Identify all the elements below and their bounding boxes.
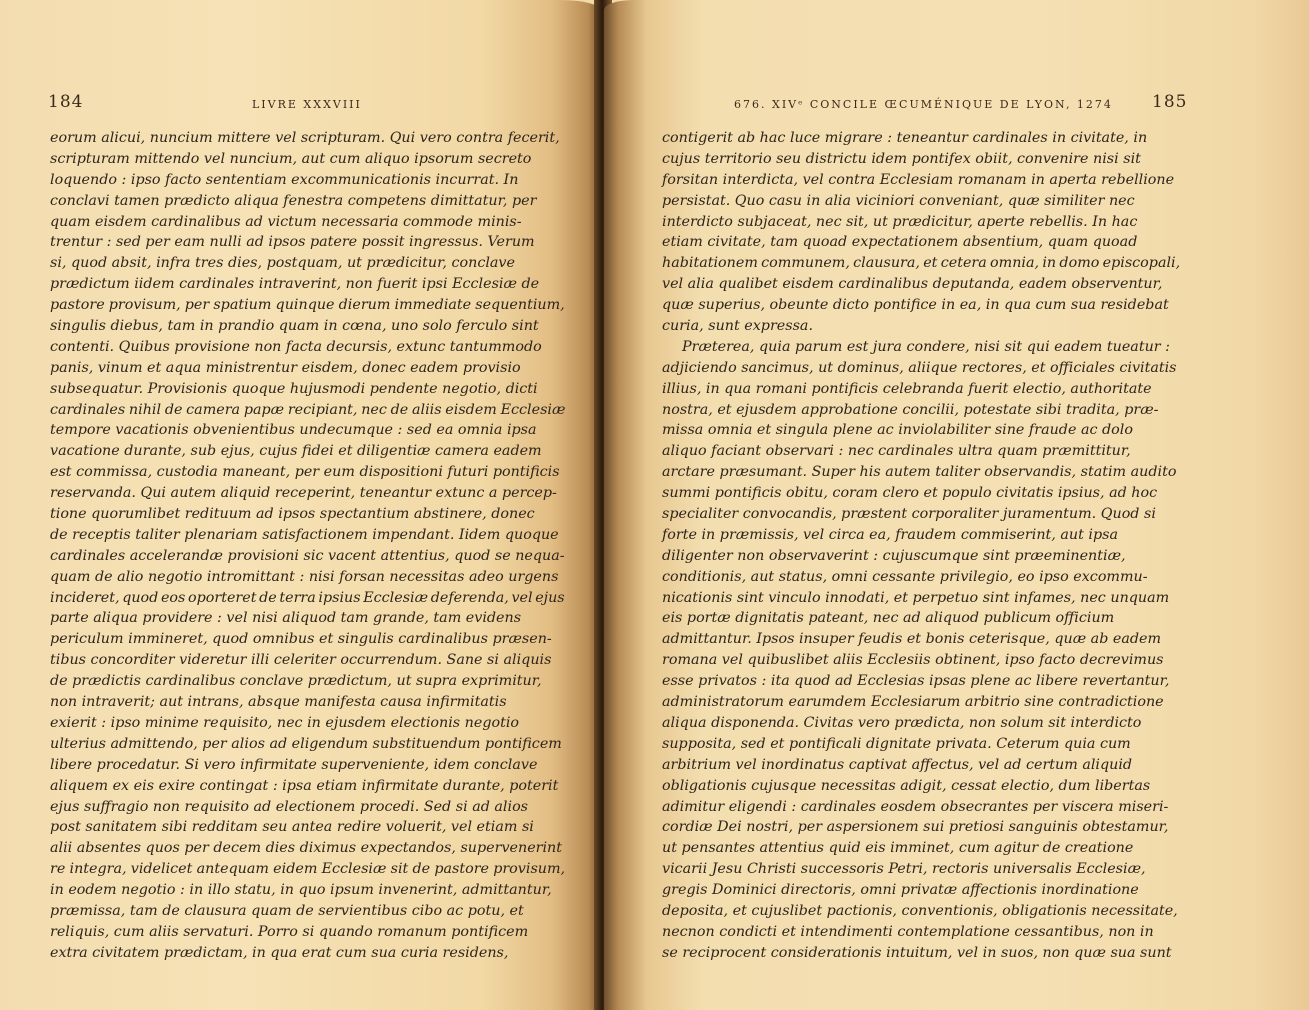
text-line: eis portæ dignitatis pateant, nec ad aliquod publicum officium: [662, 610, 1115, 627]
text-line: romana vel quibuslibet aliis Ecclesiis obtinent, ipso facto decrevimus: [662, 652, 1164, 669]
text-line: gregis Dominici directoris, omni privatæ affectionis inordinatione: [662, 882, 1139, 899]
text-line: contigerit ab hac luce migrare : teneantur cardinales in civitate, in: [662, 130, 1148, 146]
text-line: præmissa, tam de clausura quam de servientibus cibo ac potu, et: [50, 902, 524, 919]
text-line: contenti. Quibus provisione non facta decursis, extunc tantummodo: [50, 338, 542, 355]
left-page-number: 184: [48, 92, 84, 112]
right-page: [604, 0, 1309, 1010]
text-line: ulterius admittendo, per alios ad eligendum substituendum pontificem: [50, 735, 562, 752]
text-line: ejus suffragio non requisito ad electionem procedi. Sed si ad alios: [50, 798, 529, 815]
text-line: obligationis cujusque necessitas adigit, cessat electio, dum libertas: [662, 777, 1151, 794]
text-line: subsequatur. Provisionis quoque hujusmodi pendente negotio, dicti: [50, 380, 538, 397]
text-line: diligenter non observaverint : cujuscumque sint præeminentiæ,: [662, 547, 1126, 564]
text-line: quam eisdem cardinalibus ad victum necessaria commode minis-: [50, 213, 522, 230]
text-line: pastore provisum, per spatium quinque dierum immediate sequentium,: [50, 297, 565, 314]
text-line: curia, sunt expressa.: [662, 318, 813, 335]
text-line: esse privatos : ita quod ad Ecclesias ipsas plene ac libere revertantur,: [662, 673, 1170, 690]
text-line: extra civitatem prædictam, in qua erat cum sua curia residens,: [50, 944, 509, 961]
text-line: arctare præsumant. Super his autem taliter observandis, statim audito: [662, 464, 1177, 481]
text-line: panis, vinum et aqua ministrentur eisdem, donec eadem provisio: [50, 359, 521, 376]
text-line: specialiter convocandis, præstent corporaliter juramentum. Quod si: [662, 506, 1156, 523]
text-line: parte aliqua providere : vel nisi aliquod tam grande, tam evidens: [50, 610, 522, 627]
text-line: adimitur eligendi : cardinales eosdem obsecrantes per viscera miseri-: [662, 798, 1169, 815]
text-line: forte in præmissis, vel circa ea, fraudem commiserint, aut ipsa: [662, 526, 1118, 543]
text-line: eorum alicui, nuncium mittere vel scripturam. Qui vero contra fecerit,: [50, 130, 560, 146]
text-line: conditionis, aut status, omni cessante privilegio, eo ipso excommu-: [662, 568, 1148, 585]
text-line: est commissa, custodia maneant, per eum dispositioni futuri pontificis: [50, 464, 560, 481]
text-line: cujus territorio seu districtu idem pontifex obiit, convenire nisi sit: [662, 150, 1141, 167]
text-line: singulis diebus, tam in prandio quam in cœna, uno solo ferculo sint: [50, 318, 539, 335]
text-line: habitationem communem, clausura, et cetera omnia, in domo episcopali,: [662, 255, 1181, 272]
text-line: Præterea, quia parum est jura condere, nisi sit qui eadem tueatur :: [682, 338, 1170, 355]
text-line: aliqua disponenda. Civitas vero prædicta, non solum sit interdicto: [662, 714, 1142, 731]
text-line: conclavi tamen prædicto aliqua fenestra competens dimittatur, per: [50, 192, 537, 209]
text-line: nicationis sint vinculo innodati, et perpetuo sint infames, nec unquam: [662, 589, 1170, 606]
text-line: non intraverit; aut intrans, absque manifesta causa infirmitatis: [50, 694, 507, 711]
text-line: incideret, quod eos oporteret de terra ipsius Ecclesiæ deferenda, vel ejus: [50, 589, 565, 606]
text-line: reservanda. Qui autem aliquid receperint, teneantur extunc a percep-: [50, 485, 557, 502]
text-line: prædictum iidem cardinales intraverint, non fuerit ipsi Ecclesiæ de: [50, 276, 540, 293]
text-line: reliquis, cum aliis servaturi. Porro si quando romanum pontificem: [50, 923, 529, 940]
text-line: si, quod absit, infra tres dies, postquam, ut prædicitur, conclave: [50, 255, 515, 272]
left-page-header: [0, 92, 600, 116]
text-line: admittantur. Ipsos insuper feudis et bonis ceterisque, quæ ab eadem: [662, 631, 1162, 648]
text-line: exierit : ipso minime requisito, nec in ejusdem electionis negotio: [50, 714, 520, 731]
text-line: scripturam mittendo vel nuncium, aut cum aliquo ipsorum secreto: [50, 150, 532, 167]
text-line: tempore vacationis obvenientibus undecumque : sed ea omnia ipsa: [50, 422, 537, 439]
text-line: de receptis taliter plenariam satisfactionem impendant. Iidem quoque: [50, 526, 559, 543]
left-page-text: [50, 128, 565, 964]
text-line: deposita, et cujuslibet pactionis, conventionis, obligationis necessitate,: [662, 902, 1178, 919]
text-line: tibus concorditer videretur illi celeriter occurrendum. Sane si aliquis: [50, 652, 552, 669]
text-line: illius, in qua romani pontificis celebranda fuerit electio, authoritate: [662, 380, 1152, 397]
text-line: etiam civitate, tam quoad expectationem absentium, quam quoad: [662, 234, 1138, 251]
left-running-title: LIVRE XXXVIII: [252, 98, 362, 111]
text-line: alii absentes quos per decem dies diximus expectandos, supervenerint: [50, 840, 563, 857]
text-line: administratorum earumdem Ecclesiarum arbitrio sine contradictione: [662, 694, 1164, 711]
text-line: forsitan interdicta, vel contra Ecclesiam romanam in aperta rebellione: [662, 171, 1175, 188]
text-line: cardinales accelerandæ provisioni sic vacent attentius, quod se nequa-: [50, 547, 565, 564]
text-line: se reciprocent considerationis intuitum, vel in suos, non quæ sua sunt: [662, 944, 1172, 961]
text-line: quæ superius, obeunte dicto pontifice in ea, in qua cum sua residebat: [662, 297, 1169, 314]
text-line: de prædictis cardinalibus conclave prædictum, ut supra exprimitur,: [50, 673, 542, 690]
text-line: tione quorumlibet redituum ad ipsos spectantium abstinere, donec: [50, 506, 535, 523]
text-line: arbitrium vel inordinatus captivat affectus, vel ad certum aliquid: [662, 756, 1133, 773]
text-line: missa omnia et singula plene ac inviolabiliter sine fraude ac dolo: [662, 422, 1133, 439]
text-line: interdicto subjaceat, nec sit, ut prædicitur, aperte rebellis. In hac: [662, 213, 1138, 230]
text-line: quam de alio negotio intromittant : nisi forsan necessitas adeo urgens: [50, 568, 559, 585]
text-line: ut pensantes attentius quid eis imminet, cum agitur de creatione: [662, 840, 1134, 857]
text-line: vacatione durante, sub ejus, cujus fidei et diligentiæ camera eadem: [50, 443, 542, 460]
text-line: loquendo : ipso facto sententiam excommunicationis incurrat. In: [50, 171, 519, 188]
text-line: post sanitatem sibi redditam seu antea redire voluerit, vel etiam si: [50, 819, 534, 836]
text-line: vel alia qualibet eisdem cardinalibus deputanda, eadem observentur,: [662, 276, 1163, 293]
text-line: trentur : sed per eam nulli ad ipsos patere possit ingressus. Verum: [50, 234, 535, 251]
text-line: cardinales nihil de camera papæ recipiant, nec de aliis eisdem Ecclesiæ: [50, 401, 566, 418]
text-line: supposita, sed et pontificali dignitate privata. Ceterum quia cum: [662, 735, 1131, 752]
text-line: re integra, videlicet antequam eidem Ecclesiæ sit de pastore provisum,: [50, 861, 566, 878]
text-line: cordiæ Dei nostri, per aspersionem sui pretiosi sanguinis obtestamur,: [662, 819, 1169, 836]
left-page: [0, 0, 600, 1010]
text-line: summi pontificis obitu, coram clero et populo civitatis ipsius, ad hoc: [662, 485, 1158, 502]
right-page-header: [604, 92, 1309, 116]
right-page-number: 185: [1152, 92, 1188, 112]
text-line: vicarii Jesu Christi successoris Petri, rectoris universalis Ecclesiæ,: [662, 861, 1146, 878]
text-line: aliquo faciant observari : nec cardinales ultra quam præmittitur,: [662, 443, 1131, 460]
text-line: necnon condicti et intendimenti contemplatione cessantibus, non in: [662, 923, 1154, 940]
text-line: aliquem ex eis exire contingat : ipsa etiam infirmitate durante, poterit: [50, 777, 559, 794]
text-line: adjiciendo sancimus, ut dominus, aliique rectores, et officiales civitatis: [662, 359, 1177, 376]
text-line: periculum immineret, quod omnibus et singulis cardinalibus præsen-: [50, 631, 552, 648]
text-line: in eodem negotio : in illo statu, in quo ipsum invenerint, admittantur,: [50, 882, 552, 899]
text-line: nostra, et ejusdem approbatione concilii, potestate sibi tradita, præ-: [662, 401, 1159, 418]
right-page-text: [662, 128, 1180, 964]
right-running-title: 676. XIVᵉ CONCILE ŒCUMÉNIQUE DE LYON, 1274: [734, 98, 1113, 111]
text-line: libere procedatur. Si vero infirmitate superveniente, idem conclave: [50, 756, 538, 773]
text-line: persistat. Quo casu in alia viciniori conveniant, quæ similiter nec: [662, 192, 1135, 209]
